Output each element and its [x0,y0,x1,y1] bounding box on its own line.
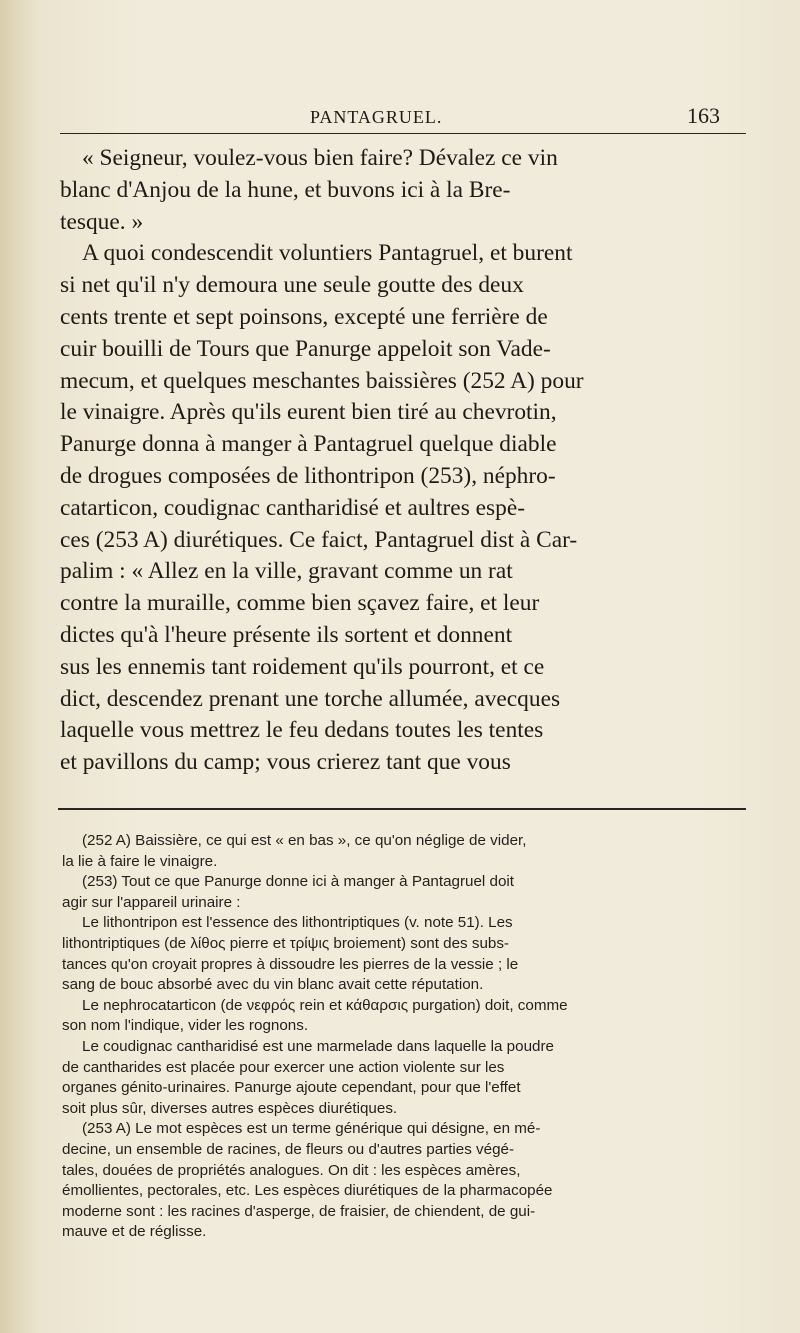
footnote-line: de cantharides est placée pour exercer une action violente sur les [62,1058,505,1076]
footnote-line: (252 A) Baissière, ce qui est « en bas », ce qu'on néglige de vider, [82,832,527,849]
footnote-divider [58,808,746,810]
page-header [60,103,746,134]
footnote-lithontripon [62,913,746,995]
footnote-253a [62,1119,746,1243]
footnote-line: lithontriptiques (de λίθος pierre et τρίψις broiement) sont des subs- [62,934,509,952]
text-line: contre la muraille, comme bien sçavez faire, et leur [60,590,540,617]
footnote-252a [62,831,746,872]
text-line: cents trente et sept poinsons, excepté une ferrière de [60,303,548,330]
text-line: laquelle vous mettrez le feu dedans toutes les tentes [60,717,544,744]
text-line: et pavillons du camp; vous crierez tant que vous [60,749,511,776]
footnote-line: Le lithontripon est l'essence des lithontriptiques (v. note 51). Les [82,914,513,932]
text-line: sus les ennemis tant roidement qu'ils pourront, et ce [60,653,545,680]
footnote-line: (253 A) Le mot espèces est un terme générique qui désigne, en mé- [82,1120,541,1138]
footnote-line: decine, un ensemble de racines, de fleurs ou d'autres parties végé- [62,1140,515,1158]
footnote-253 [62,872,746,913]
text-line: A quoi condescendit voluntiers Pantagruel, et burent [82,240,573,267]
text-line: de drogues composées de lithontripon (253), néphro- [60,462,556,489]
footnote-line: mauve et de réglisse. [62,1223,207,1241]
footnote-line: sang de bouc absorbé avec du vin blanc avait cette réputation. [62,976,484,994]
text-line: ces (253 A) diurétiques. Ce faict, Pantagruel dist à Car- [60,526,578,553]
running-title: PANTAGRUEL. [310,107,443,127]
text-line: catarticon, coudignac cantharidisé et aultres espè- [60,494,525,521]
footnote-coudignac [62,1037,746,1119]
text-line: dictes qu'à l'heure présente ils sortent et donnent [60,621,513,648]
footnote-line: émollientes, pectorales, etc. Les espèces diurétiques de la pharmacopée [62,1182,553,1200]
text-line: Panurge donna à manger à Pantagruel quelque diable [60,431,557,458]
footnote-line: agir sur l'appareil urinaire : [62,893,241,911]
text-line: palim : « Allez en la ville, gravant comme un rat [60,558,513,585]
footnote-line: tales, douées de propriétés analogues. On dit : les espèces amères, [62,1161,521,1179]
footnote-line: Le coudignac cantharidisé est une marmelade dans laquelle la poudre [82,1037,554,1055]
footnote-nephrocatarticon [62,996,746,1037]
main-text [60,143,746,779]
text-line: tesque. » [60,208,144,235]
text-line: « Seigneur, voulez-vous bien faire? Dévalez ce vin [82,145,558,171]
text-line: dict, descendez prenant une torche allumée, avecques [60,685,561,712]
text-line: mecum, et quelques meschantes baissières (252 A) pour [60,367,584,394]
footnote-line: Le nephrocatarticon (de νεφρός rein et κάθαρσις purgation) doit, comme [82,996,568,1014]
footnotes [62,831,746,1243]
footnote-line: soit plus sûr, diverses autres espèces diurétiques. [62,1099,398,1117]
footnote-line: organes génito-urinaires. Panurge ajoute cependant, pour que l'effet [62,1079,521,1097]
footnote-line: son nom l'indique, vider les rognons. [62,1017,309,1035]
text-line: cuir bouilli de Tours que Panurge appeloit son Vade- [60,335,551,362]
footnote-line: tances qu'on croyait propres à dissoudre les pierres de la vessie ; le [62,955,519,973]
footnote-line: la lie à faire le vinaigre. [62,852,218,870]
text-line: blanc d'Anjou de la hune, et buvons ici à la Bre- [60,176,511,203]
page-number: 163 [687,103,720,128]
text-line: le vinaigre. Après qu'ils eurent bien tiré au chevrotin, [60,399,557,426]
footnote-line: moderne sont : les racines d'asperge, de fraisier, de chiendent, de gui- [62,1202,536,1220]
text-line: si net qu'il n'y demoura une seule goutte des deux [60,272,524,299]
footnote-line: (253) Tout ce que Panurge donne ici à manger à Pantagruel doit [82,873,515,891]
